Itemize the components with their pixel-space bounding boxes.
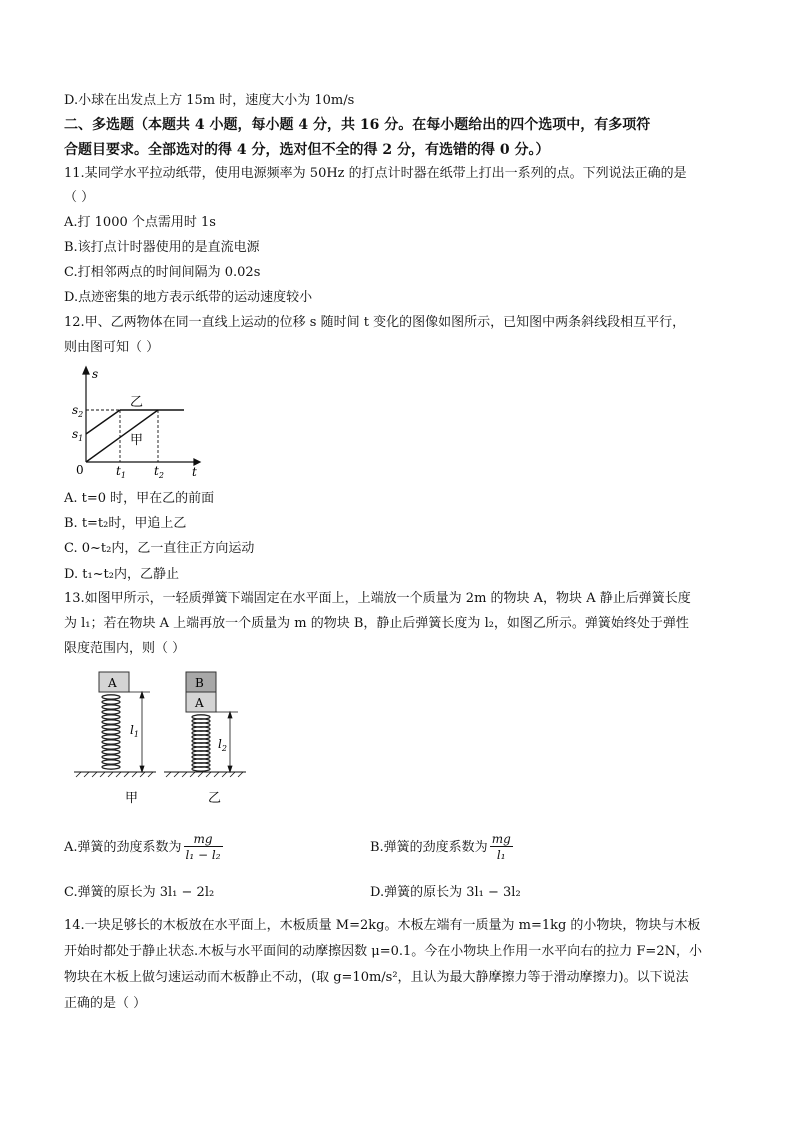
q11-option-a: A.打 1000 个点需用时 1s [64, 215, 216, 230]
q13-spring-figure [70, 664, 310, 810]
fraction-numerator: mg [491, 832, 511, 846]
q13-option-c: C.弹簧的原长为 3l₁ − 2l₂ [64, 885, 215, 900]
section-heading-line2: 合题目要求。全部选对的得 4 分，选对但不全的得 2 分，有选错的得 0 分。） [64, 142, 550, 158]
l2-label: $l_2$ [218, 737, 227, 753]
s-axis-label: s [92, 367, 99, 381]
q11-option-c: C.打相邻两点的时间间隔为 0.02s [64, 265, 261, 280]
q12-option-a: A. t=0 时，甲在乙的前面 [64, 491, 215, 506]
q13-options-row1 [64, 822, 736, 868]
q10-option-d: D.小球在出发点上方 15m 时，速度大小为 10m/s [64, 93, 355, 108]
spring-yi [192, 715, 210, 771]
q13-option-b-text: B.弹簧的劲度系数为 [370, 840, 488, 855]
q14-stem-line2: 开始时都处于静止状态.木板与水平面间的动摩擦因数 μ=0.1。今在小物块上作用一水平向右的拉力 F=2N，小 [64, 944, 702, 959]
q13-stem-line3: 限度范围内，则（ ） [64, 641, 186, 656]
jia-line [86, 410, 158, 462]
hatch-jia [76, 772, 153, 777]
jia-label: 甲 [130, 433, 144, 448]
q12-st-graph [72, 362, 222, 480]
section-heading-line1: 二、多选题（本题共 4 小题，每小题 4 分，共 16 分。在每小题给出的四个选项中，有多项符 [64, 117, 651, 133]
svg-text:A: A [108, 676, 117, 690]
t2-label: $t_2$ [154, 464, 164, 480]
q13-stem-line2: 为 l₁；若在物块 A 上端再放一个质量为 m 的物块 B，静止后弹簧长度为 l₂，如图乙所示。弹簧始终处于弹性 [64, 616, 689, 631]
caption-jia: 甲 [125, 791, 139, 806]
q11-stem: 11.某同学水平拉动纸带，使用电源频率为 50Hz 的打点计时器在纸带上打出一系列的点。下列说法正确的是 [64, 166, 687, 181]
q12-option-d: D. t₁~t₂内，乙静止 [64, 567, 179, 582]
q13-stem-line1: 13.如图甲所示，一轻质弹簧下端固定在水平面上，上端放一个质量为 2m 的物块 A，物块 A 静止后弹簧长度 [64, 591, 691, 606]
q14-stem-line4: 正确的是（ ） [64, 996, 147, 1011]
s2-label: $s_2$ [72, 403, 84, 419]
t1-label: $t_1$ [116, 464, 126, 480]
q12-stem-line2: 则由图可知（ ） [64, 340, 160, 355]
q13-options-row2 [64, 884, 736, 906]
svg-text:B: B [195, 676, 204, 690]
yi-line-rise [86, 410, 120, 434]
hatch-yi [166, 772, 243, 777]
t-axis-label: t [192, 465, 197, 479]
q11-option-b: B.该打点计时器使用的是直流电源 [64, 240, 260, 255]
q13-option-b [370, 832, 513, 863]
q14-stem-line1: 14.一块足够长的木板放在水平面上，木板质量 M=2kg。木板左端有一质量为 m=1kg 的小物块，物块与木板 [64, 918, 701, 933]
q14-stem-line3: 物块在木板上做匀速运动而木板静止不动，(取 g=10m/s²，且认为最大静摩擦力等于滑动摩擦力)。以下说法 [64, 970, 689, 985]
fraction-denominator: l₁ [496, 848, 506, 862]
q13-option-a [64, 832, 223, 863]
yi-label: 乙 [130, 395, 144, 410]
fraction-numerator: mg [184, 832, 223, 847]
q11-paren: （ ） [64, 190, 95, 205]
q13-option-d: D.弹簧的原长为 3l₁ − 3l₂ [370, 885, 521, 900]
q12-stem-line1: 12.甲、乙两物体在同一直线上运动的位移 s 随时间 t 变化的图像如图所示，已知图中两条斜线段相互平行， [64, 315, 686, 330]
q11-option-d: D.点迹密集的地方表示纸带的运动速度较小 [64, 290, 313, 305]
q12-option-b: B. t=t₂时，甲追上乙 [64, 516, 187, 531]
svg-text:A: A [195, 696, 204, 710]
spring-jia [102, 695, 120, 769]
q13-option-a-text: A.弹簧的劲度系数为 [64, 840, 182, 855]
q13-option-b-fraction [490, 832, 513, 863]
q13-option-a-fraction [184, 832, 223, 863]
s-axis-arrow [83, 367, 89, 374]
s1-label: $s_1$ [72, 427, 84, 443]
fraction-denominator: l₁ − l₂ [185, 848, 221, 862]
q12-option-c: C. 0~t₂内，乙一直往正方向运动 [64, 541, 255, 556]
origin-label: 0 [76, 463, 84, 477]
caption-yi: 乙 [208, 791, 222, 806]
l1-label: $l_1$ [130, 723, 139, 739]
